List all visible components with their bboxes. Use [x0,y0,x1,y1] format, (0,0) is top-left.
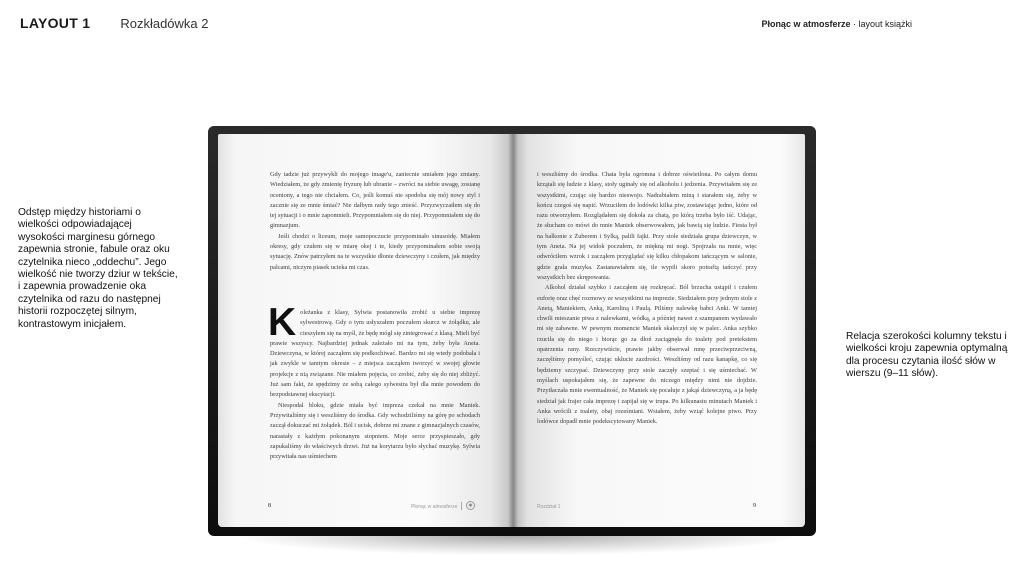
paragraph-text: oleżanka z klasy, Sylwia postanowiła zrobić u siebie imprezę sylwestrową. Gdy o tym usłyszałem poczułem skurcz w żołądku, ale cieszyłem się na myśl, że będę mógł się zintegrować z klasą. Mieli być prawie wszyscy. Najbardziej jednak zależało mi na tym, żeby była Aneta. Dziewczyna, w której zacząłem się podkochiwać. Bardzo mi się wtedy podobała i jak zwykle w tamtym okresie – z miejsca zacząłem tworzyć w swojej głowie projekcje z nią związane. Nie miałem pojęcia, co zrobić, żeby się do niej zbliżyć. Już sam fakt, że spędzimy ze sobą całego sylwestra był dla mnie powodem do bezpodstawnej ekscytacji. [270,309,480,399]
running-head-right: Rozdział 1 [537,504,561,510]
drop-cap-initial: K [268,301,297,344]
right-page [513,134,805,527]
paragraph: Jeśli chodzi o liceum, moje samopoczucie przypominało sinusoidę. Miałem okresy, gdy czułem się w miarę okej i te, kiedy przypominałem sobie swoją sytuację. Znów patrzyłem na te wszystkie dłonie dziewczyny i czułem, jak między palcami, niczym piasek ucieka mi czas. [270,232,480,271]
paragraph [268,301,480,401]
ornament-icon: ✱ [466,501,475,510]
paragraph: Alkohol działał szybko i zacząłem się rozkręcać. Ból brzucha ustąpił i czułem euforię oraz chęć rozmowy ze wszystkimi na imprezie. Siedziałem przy jednym stole z Anetą, Maniekiem, Anką, Karoliną i Paulą. Piliśmy nalewkę babci Anki. W tamtej chwili mieszanie piwa z nalewkami, wódką, a później nawet z szampanem wydawało mi się zabawne. W pewnym momencie Maniek skaleczył się w palec. Anka szybko rzuciła się do niego i biorąc go za dłoń zaciągnęła do toalety pod pretekstem opatrzenia rany. Rzeczywiście, prawie jakby obserwał mnę przeciwprzeciwną, zaczęliśmy pomyśleć, czując ukłucie zazdrości. Weszliśmy od razu kanapkę, co się będziemy szczypać. Dziewczyny przy stole zaczęły szeptać i się uśmiechać. W myślach uspokajałem się, że zapewne do niczego między nimi nie dojdzie. Przytłaczała mnie ewentualność, że Maniek się pocałuje z jakąś dziewczyną, a ja będę siedział jak frajer cała imprezę i zapijał się w trupa. Po kilkunastu minutach Maniek i Anka wrócili z toalety, obaj roześmiani. Wstałem, żeby wziąć kolejne piwo. Przy lodówce dopadł mnie podekscytowany Maniek. [537,284,757,426]
spread-title: Rozkładówka 2 [120,16,209,31]
paragraph: Niespodal bloku, gdzie miała być impreza czekał na mnie Maniek. Przywitaliśmy się i weszliśmy do środka. Gdy wchodziliśmy na górę po schodach zaczął dokuczać mi żołądek. Ból i ucisk, dobrze mi znane z gimnazjalnych czasów, narastały z każdym pokonanym stopniem. Moje serce przyspieszało, gdy zapukaliśmy do właściwych drzwi. Już na korytarzu było słychać muzykę. Sylwia przywitała nas uśmiechem [270,401,480,461]
header-right [761,19,912,29]
left-page [218,134,514,527]
book-title: Płonąc w atmosferze [761,19,851,29]
annotation-left: Odstęp między historiami o wielkości odpowiadającej wysokości marginesu górnego zapewnia stronie, fabule oraz oku czytelnika nieco „oddechu”. Jego wielkość nie tworzy dziur w tekście, i zapewnia prowadzenie oka czytelnika od razu do następnej historii rozpoczętej silnym, kontrastowym inicjałem. [18,207,178,330]
right-page-text [537,170,757,427]
annotation-right: Relacja szerokości kolumny tekstu i wielkości kroju zapewnia optymalną dla procesu czytania ilość słów w wierszu (9–11 słów). [846,331,1008,380]
left-page-text-top [270,170,480,273]
running-head-divider [461,502,462,510]
page-number-right: 9 [753,503,756,509]
running-head-left: Płonąc w atmosferze [411,504,458,510]
left-page-text-story [268,301,480,462]
layout-title: LAYOUT 1 [20,15,91,31]
paragraph: i weszliśmy do środka. Chata była ogromna i dobrze oświetlona. Po całym domu krzątali się ludzie z klasy, stoły uginały się od alkoholu i jedzenia. Przywitałem się ze wszystkimi, czując się bardzo nieswojo. Nadrabiałem miną i starałem się, żeby w końcu czegoś się napić. Wrzuciłem do lodówki kilka piw, zostawiając jedno, które od razu otworzyłem. Rozglądałem się dokoła za chatą, po którą trzeba było iść. Udając, że słucham co mówi do mnie Maniek obserwowałem, jak bawią się ludzie. Fiesta był na balkonie z Żuberem i Sylką, palili fajki. Przy stole siedziała grupa dziewczyn, w tym Aneta. Na jej widok poczułem, że miękną mi nogi. Spojrzała na mnie, więc odwróciłem wzrok i zacząłem przyglądać się kilku chłopakom tańczącym w salonie, gdzie grała muzyka. Zastanawiałem się, ile wypili skoro potrafią tańczyć przy wszystkich bez skrępowania. [537,171,757,281]
header-left [20,15,209,31]
page-number-left: 8 [268,503,271,509]
paragraph: Gdy tadzie już przywykli do mojego image'u, zaniecnie smiałem jego zmiany. Wiedziałem, że gdy zmienię fryzurę lub ubranie – zwróci na siebie uwagę, zostanę oceniony, a tego nie chciałem. Co, jeśli komuś nie spodoba się mój nowy styl i zacznie się ze mnie śmiać? Nie dałbym rady tego znieść. Przyzwyczaiłem się do tej sytuacji i o mnie zapomnieli. Przypomniałem się do niej. Przypomniałem się do gimnazjum. [270,171,480,230]
book-subtitle: · layout książki [850,19,912,29]
book-gutter [508,134,518,527]
